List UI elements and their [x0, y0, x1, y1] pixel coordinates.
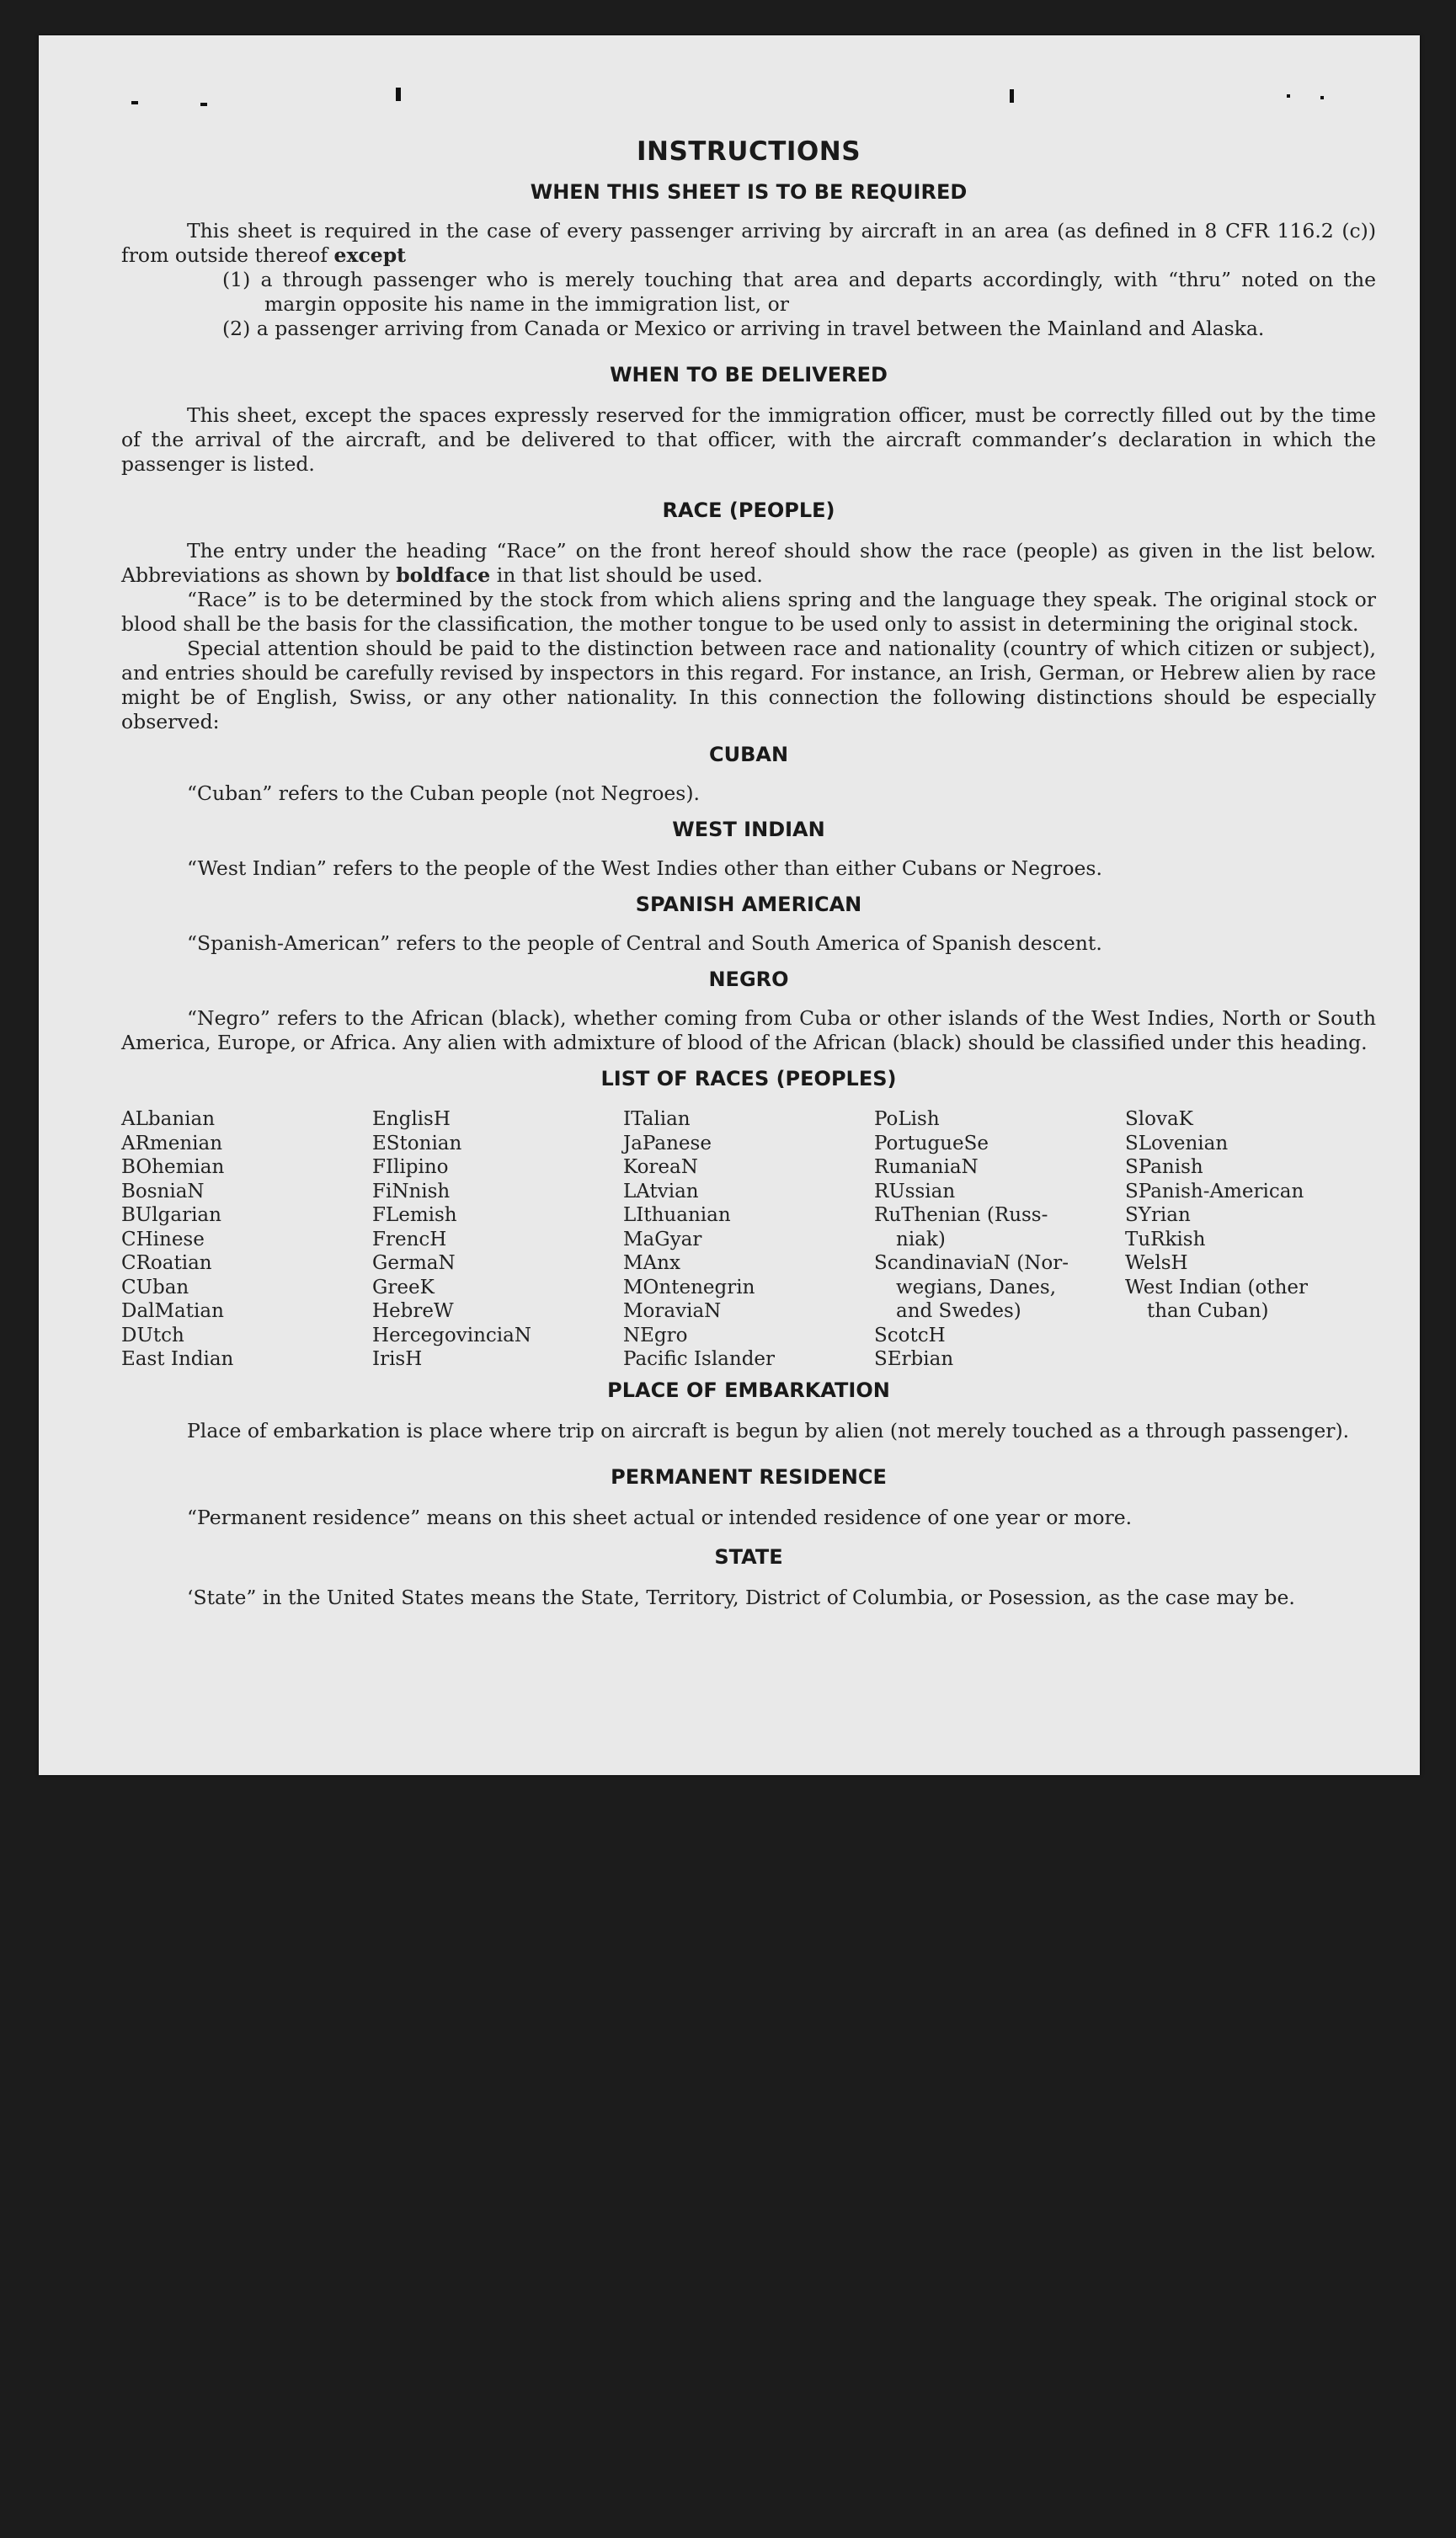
paragraph-race-1: The entry under the heading “Race” on the front hereof should show the race (people) as given in the list below. Abbreviations as shown by boldface in that list should be used. — [121, 539, 1376, 587]
heading-cuban: CUBAN — [708, 743, 789, 766]
paragraph-race-2: “Race” is to be determined by the stock from which aliens spring and the language they speak. The original stock or blood shall be the basis for the classification, the mother tongue to be used only to assist in determining the original stock. — [121, 588, 1376, 636]
race-item: SErbian — [874, 1348, 954, 1370]
race-item: JaPanese — [623, 1132, 712, 1154]
races-column-2 — [372, 1107, 623, 1372]
heading-list-of-races: LIST OF RACES (PEOPLES) — [600, 1067, 897, 1090]
race-item: than Cuban) — [1147, 1300, 1269, 1322]
heading-place-of-embarkation: PLACE OF EMBARKATION — [607, 1378, 890, 1402]
paragraph-negro: “Negro” refers to the African (black), whether coming from Cuba or other islands of the West Indies, North or South America, Europe, or Africa. Any alien with admixture of blood of the African (black) should be classified under this heading. — [121, 1006, 1376, 1054]
race-item: RUssian — [874, 1180, 956, 1202]
races-column-4 — [874, 1107, 1125, 1372]
heading-when-delivered: WHEN TO BE DELIVERED — [610, 363, 888, 387]
race-item: Pacific Islander — [623, 1348, 776, 1370]
paragraph-spanish-american: “Spanish-American” refers to the people of Central and South America of Spanish descent. — [187, 931, 1102, 955]
races-column-5 — [1125, 1107, 1376, 1372]
race-item: GermaN — [372, 1252, 456, 1274]
race-item: EStonian — [372, 1132, 462, 1154]
races-list — [121, 1107, 1376, 1372]
paragraph-residence: “Permanent residence” means on this sheet actual or intended residence of one year or more. — [187, 1505, 1133, 1529]
race-item: EnglisH — [372, 1108, 451, 1130]
heading-state: STATE — [714, 1544, 783, 1569]
race-item: GreeK — [372, 1276, 435, 1298]
race-item: FiNnish — [372, 1180, 451, 1202]
race-item: BOhemian — [121, 1156, 225, 1178]
heading-west-indian: WEST INDIAN — [672, 818, 825, 841]
race-item: FrencH — [372, 1228, 447, 1250]
except-word: except — [333, 243, 407, 267]
heading-spanish-american: SPANISH AMERICAN — [635, 893, 862, 916]
race-item: niak) — [896, 1228, 946, 1250]
race-item: DalMatian — [121, 1300, 224, 1322]
race-item: LIthuanian — [623, 1204, 731, 1226]
race-item: SlovaK — [1125, 1108, 1193, 1130]
race-item: SPanish-American — [1125, 1180, 1304, 1202]
race-item: DUtch — [121, 1324, 184, 1346]
document-body — [121, 136, 1376, 1610]
paragraph-state: ‘State” in the United States means the State, Territory, District of Columbia, or Posession, as the case may be. — [187, 1585, 1295, 1609]
race-item: IrisH — [372, 1348, 423, 1370]
race-item: wegians, Danes, — [896, 1276, 1057, 1298]
race-item: RumaniaN — [874, 1156, 979, 1178]
race-item: SYrian — [1125, 1204, 1191, 1226]
heading-negro: NEGRO — [708, 968, 789, 991]
race-item: CUban — [121, 1276, 189, 1298]
list-item-2: (2) a passenger arriving from Canada or Mexico or arriving in travel between the Mainland and Alaska. — [222, 317, 1265, 340]
paragraph-delivered: This sheet, except the spaces expressly reserved for the immigration officer, must be correctly filled out by the time of the arrival of the aircraft, and be delivered to that officer, with the aircraft commander’s declaration in which the passenger is listed. — [121, 403, 1376, 476]
race-item: RuThenian (Russ- — [874, 1204, 1048, 1226]
race-item: LAtvian — [623, 1180, 699, 1202]
race-item: and Swedes) — [896, 1300, 1021, 1322]
paragraph-west-indian: “West Indian” refers to the people of the West Indies other than either Cubans or Negroes. — [187, 856, 1102, 880]
race-item: WelsH — [1125, 1252, 1188, 1274]
race-item: NEgro — [623, 1324, 688, 1346]
paragraph-required: This sheet is required in the case of every passenger arriving by aircraft in an area (as defined in 8 CFR 116.2 (c)) from outside thereof except — [121, 219, 1376, 267]
race-item: HercegovinciaN — [372, 1324, 531, 1346]
race-item: FLemish — [372, 1204, 457, 1226]
race-item: PoLish — [874, 1108, 940, 1130]
race-item: ARmenian — [121, 1132, 223, 1154]
race-item: BosniaN — [121, 1180, 205, 1202]
race-item: HebreW — [372, 1300, 454, 1322]
document-page — [39, 35, 1420, 1775]
race-item: MAnx — [623, 1252, 680, 1274]
race-item: ScandinaviaN (Nor- — [874, 1252, 1069, 1274]
race-item: BUlgarian — [121, 1204, 221, 1226]
heading-when-required: WHEN THIS SHEET IS TO BE REQUIRED — [530, 180, 968, 204]
paragraph-race-3: Special attention should be paid to the distinction between race and nationality (country of which citizen or subject), and entries should be carefully revised by inspectors in this regard. For instance, an Irish, German, or Hebrew alien by race might be of English, Swiss, or any other nationality. In this connection the following distinctions should be especially observed: — [121, 637, 1376, 733]
race-item: ALbanian — [121, 1108, 216, 1130]
race-item: CRoatian — [121, 1252, 212, 1274]
race-item: TuRkish — [1125, 1228, 1206, 1250]
race-item: ITalian — [623, 1108, 691, 1130]
race-item: West Indian (other — [1125, 1276, 1309, 1298]
race-item: MOntenegrin — [623, 1276, 755, 1298]
heading-race: RACE (PEOPLE) — [662, 499, 835, 522]
race-item: MaGyar — [623, 1228, 702, 1250]
race-item: East Indian — [121, 1348, 234, 1370]
race-item: MoraviaN — [623, 1300, 722, 1322]
race-item: SLovenian — [1125, 1132, 1229, 1154]
race-item: PortugueSe — [874, 1132, 989, 1154]
race-item: ScotcH — [874, 1324, 946, 1346]
document-title: INSTRUCTIONS — [636, 136, 861, 167]
race-item: SPanish — [1125, 1156, 1203, 1178]
races-column-1 — [121, 1107, 372, 1372]
paragraph-embarkation: Place of embarkation is place where trip on aircraft is begun by alien (not merely touched as a through passenger). — [187, 1418, 1350, 1442]
race-item: FIlipino — [372, 1156, 449, 1178]
races-column-3 — [623, 1107, 874, 1372]
race-item: KoreaN — [623, 1156, 698, 1178]
paragraph-cuban: “Cuban” refers to the Cuban people (not Negroes). — [187, 781, 701, 805]
list-item-1: (1) a through passenger who is merely touching that area and departs accordingly, with “thru” noted on the margin opposite his name in the immigration list, or — [222, 268, 1376, 316]
heading-permanent-residence: PERMANENT RESIDENCE — [611, 1464, 887, 1489]
race-item: CHinese — [121, 1228, 205, 1250]
